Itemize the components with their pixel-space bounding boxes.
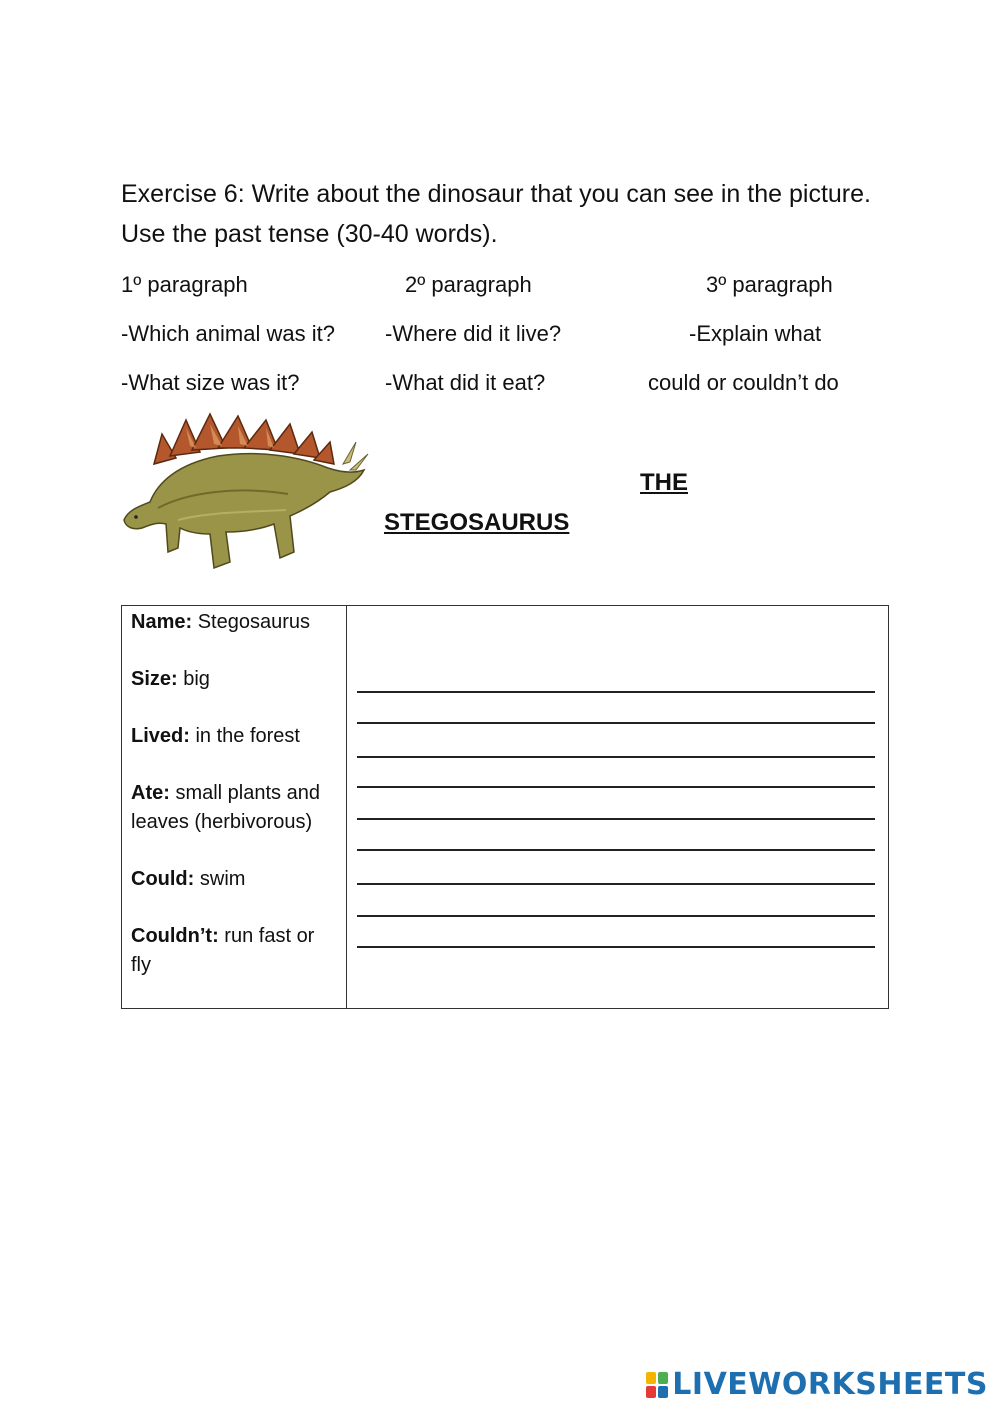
stegosaurus-image: [118, 412, 370, 572]
writing-line[interactable]: [357, 691, 875, 693]
writing-area[interactable]: [347, 606, 889, 1009]
stegosaurus-icon: [118, 412, 370, 572]
exercise-instruction: Exercise 6: Write about the dinosaur that you can see in the picture. Use the past tense (30-40 words).: [121, 180, 871, 248]
question-what-size: -What size was it?: [121, 370, 300, 395]
brand-square: [658, 1386, 668, 1398]
facts-cell: [122, 606, 347, 1009]
fact-item: [131, 722, 338, 751]
liveworksheets-logo: [646, 1367, 988, 1402]
fact-item: [131, 865, 338, 894]
question-explain-what: -Explain what: [689, 321, 822, 346]
writing-line[interactable]: [357, 722, 875, 724]
dinosaur-info-table: [121, 605, 889, 1009]
question-could-couldnt: could or couldn’t do: [648, 370, 839, 395]
question-which-animal: -Which animal was it?: [121, 321, 335, 346]
fact-value: small plants and leaves (herbivorous): [131, 782, 320, 833]
fact-item: [131, 665, 338, 694]
brand-text: LIVEWORKSHEETS: [672, 1367, 988, 1402]
fact-item: [131, 922, 338, 980]
title-line-2: STEGOSAURUS: [384, 509, 570, 536]
writing-line[interactable]: [357, 849, 875, 851]
fact-label: Name:: [131, 611, 193, 633]
fact-label: Size:: [131, 668, 178, 690]
brand-square: [646, 1386, 656, 1398]
fact-value: swim: [194, 868, 246, 890]
writing-line[interactable]: [357, 786, 875, 788]
fact-label: Couldn’t:: [131, 925, 219, 947]
question-what-eat: -What did it eat?: [385, 370, 546, 395]
fact-value: big: [177, 668, 210, 690]
writing-line[interactable]: [357, 883, 875, 885]
writing-lines[interactable]: [347, 606, 888, 1008]
question-where-live: -Where did it live?: [385, 321, 562, 346]
writing-line[interactable]: [357, 756, 875, 758]
fact-value: in the forest: [189, 725, 300, 747]
title-line-1: THE: [640, 469, 688, 496]
writing-line[interactable]: [357, 818, 875, 820]
brand-square: [658, 1372, 668, 1384]
paragraph-3-heading: 3º paragraph: [706, 272, 833, 297]
facts-list: [122, 606, 346, 980]
brand-icon: [646, 1372, 668, 1398]
paragraph-1-heading: 1º paragraph: [121, 272, 248, 297]
writing-line[interactable]: [357, 946, 875, 948]
fact-item: [131, 779, 338, 837]
fact-item: [131, 608, 338, 637]
brand-square: [646, 1372, 656, 1384]
fact-value: run fast or fly: [131, 925, 315, 976]
fact-value: Stegosaurus: [192, 611, 310, 633]
writing-line[interactable]: [357, 915, 875, 917]
fact-label: Ate:: [131, 782, 170, 804]
fact-label: Lived:: [131, 725, 190, 747]
paragraph-2-heading: 2º paragraph: [405, 272, 532, 297]
fact-label: Could:: [131, 868, 195, 890]
